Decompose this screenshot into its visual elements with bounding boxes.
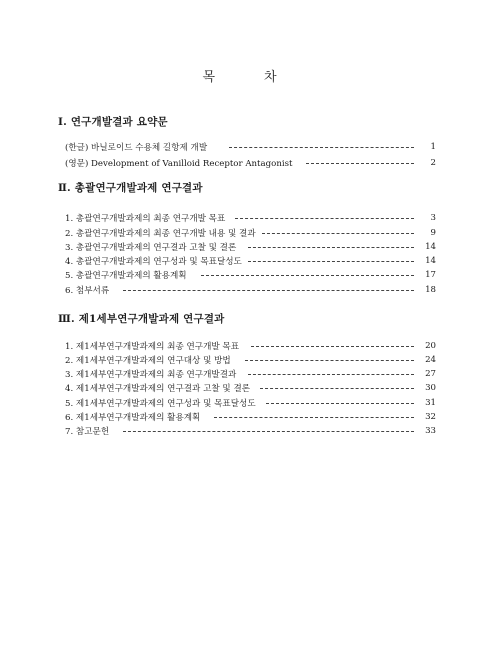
section-heading-2: Ⅱ. 총괄연구개발과제 연구결과 xyxy=(58,182,203,194)
toc-entry-3-1[interactable] xyxy=(65,339,436,353)
toc-entry-page: 32 xyxy=(425,412,436,422)
toc-entry-2-6[interactable] xyxy=(65,283,436,297)
dot-leader xyxy=(123,431,414,432)
toc-entry-english-summary[interactable] xyxy=(65,156,436,170)
toc-entry-page: 31 xyxy=(425,398,436,408)
toc-entry-label: 1. 총괄연구개발과제의 최종 연구개발 목표 xyxy=(65,214,226,224)
dot-leader xyxy=(260,388,414,389)
toc-entry-page: 2 xyxy=(430,158,436,168)
dot-leader xyxy=(251,346,414,347)
toc-entry-label: 4. 총괄연구개발과제의 연구성과 및 목표달성도 xyxy=(65,257,242,267)
toc-entry-label: 2. 총괄연구개발과제의 최종 연구개발 내용 및 결과 xyxy=(65,229,256,239)
toc-entry-3-5[interactable] xyxy=(65,396,436,410)
toc-entry-page: 33 xyxy=(425,426,436,436)
title-char-2: 차 xyxy=(264,70,278,85)
toc-entry-label: 7. 참고문헌 xyxy=(65,427,110,437)
toc-entry-label: 3. 제1세부연구개발과제의 최종 연구개발결과 xyxy=(65,370,237,380)
toc-entry-3-7[interactable] xyxy=(65,424,436,438)
title-char-1: 목 xyxy=(202,70,216,85)
toc-entry-page: 1 xyxy=(430,142,436,152)
toc-entry-2-1[interactable] xyxy=(65,211,436,225)
dot-leader xyxy=(248,247,414,248)
toc-entry-3-4[interactable] xyxy=(65,381,436,395)
toc-entry-page: 18 xyxy=(425,285,436,295)
dot-leader xyxy=(306,163,414,164)
dot-leader xyxy=(266,403,414,404)
toc-entry-label: 2. 제1세부연구개발과제의 연구대상 및 방법 xyxy=(65,356,231,366)
toc-entry-3-2[interactable] xyxy=(65,353,436,367)
toc-entry-label: 6. 첨부서류 xyxy=(65,286,110,296)
toc-entry-3-6[interactable] xyxy=(65,410,436,424)
toc-entry-page: 24 xyxy=(425,355,436,365)
dot-leader xyxy=(245,360,414,361)
dot-leader xyxy=(214,417,414,418)
toc-entry-label: 3. 총괄연구개발과제의 연구결과 고찰 및 결론 xyxy=(65,243,237,253)
toc-entry-label: (한글) 바닐로이드 수용체 길항제 개발 xyxy=(65,143,208,153)
dot-leader xyxy=(229,147,414,148)
toc-entry-korean-summary[interactable] xyxy=(65,140,436,154)
dot-leader xyxy=(248,261,414,262)
dot-leader xyxy=(248,374,414,375)
toc-entry-page: 3 xyxy=(430,213,436,223)
toc-entry-label: 1. 제1세부연구개발과제의 최종 연구개발 목표 xyxy=(65,342,240,352)
toc-entry-label: 5. 총괄연구개발과제의 활용계획 xyxy=(65,271,187,281)
toc-entry-2-4[interactable] xyxy=(65,254,436,268)
dot-leader xyxy=(235,218,414,219)
page-title xyxy=(0,66,480,85)
toc-entry-label: 6. 제1세부연구개발과제의 활용계획 xyxy=(65,413,201,423)
dot-leader xyxy=(201,275,414,276)
toc-entry-page: 9 xyxy=(430,228,436,238)
toc-entry-2-3[interactable] xyxy=(65,240,436,254)
toc-entry-3-3[interactable] xyxy=(65,367,436,381)
dot-leader xyxy=(123,290,414,291)
toc-entry-page: 17 xyxy=(425,270,436,280)
toc-entry-page: 14 xyxy=(425,256,436,266)
toc-entry-label: (영문) Development of Vanilloid Receptor Antagonist xyxy=(65,159,293,169)
dot-leader xyxy=(262,233,414,234)
toc-entry-page: 14 xyxy=(425,242,436,252)
section-heading-1: Ⅰ. 연구개발결과 요약문 xyxy=(58,116,168,128)
toc-entry-2-2[interactable] xyxy=(65,226,436,240)
toc-entry-page: 30 xyxy=(425,383,436,393)
section-heading-3: Ⅲ. 제1세부연구개발과제 연구결과 xyxy=(58,313,225,325)
toc-entry-label: 4. 제1세부연구개발과제의 연구결과 고찰 및 결론 xyxy=(65,384,251,394)
toc-entry-page: 20 xyxy=(425,341,436,351)
toc-entry-page: 27 xyxy=(425,369,436,379)
toc-entry-2-5[interactable] xyxy=(65,268,436,282)
toc-entry-label: 5. 제1세부연구개발과제의 연구성과 및 목표달성도 xyxy=(65,399,256,409)
